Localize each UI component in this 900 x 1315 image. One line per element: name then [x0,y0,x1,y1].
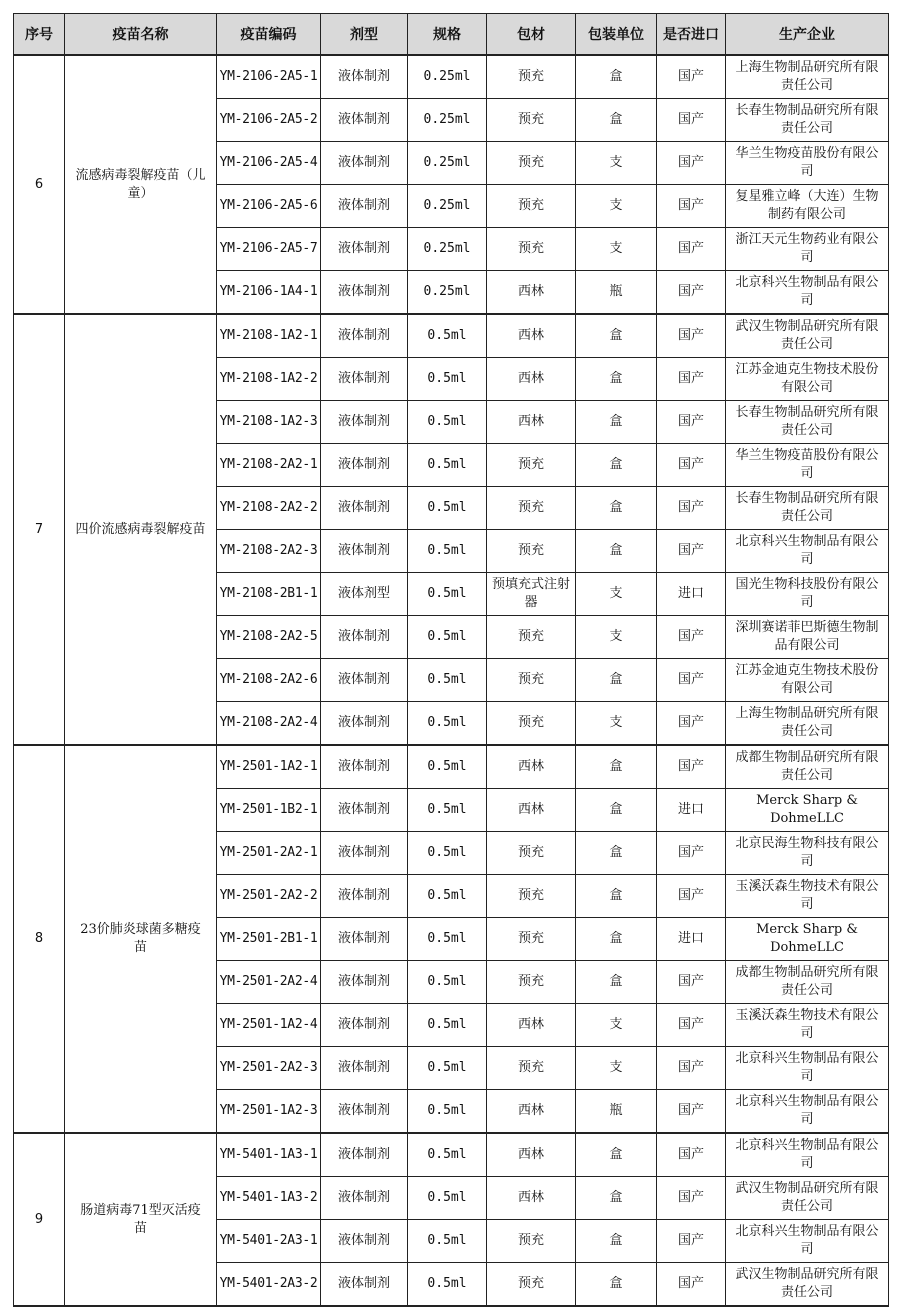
cell-spec: 0.5ml [408,1263,487,1307]
cell-imported: 国产 [657,185,726,228]
cell-spec: 0.5ml [408,659,487,702]
cell-imported: 国产 [657,314,726,358]
cell-manufacturer: 北京科兴生物制品有限公司 [726,530,889,573]
header-manufacturer: 生产企业 [726,14,889,56]
cell-spec: 0.25ml [408,271,487,315]
cell-package-unit: 盒 [576,659,657,702]
cell-vaccine-code: YM-2108-1A2-2 [217,358,321,401]
cell-packaging: 预充 [487,487,576,530]
cell-packaging: 预充 [487,875,576,918]
cell-vaccine-code: YM-2501-2A2-1 [217,832,321,875]
cell-packaging: 预充 [487,961,576,1004]
cell-imported: 国产 [657,702,726,746]
cell-package-unit: 支 [576,142,657,185]
cell-package-unit: 盒 [576,401,657,444]
cell-package-unit: 支 [576,1004,657,1047]
cell-manufacturer: Merck Sharp & DohmeLLC [726,789,889,832]
header-row [14,14,889,56]
cell-dosage-form: 液体制剂 [321,444,408,487]
cell-packaging: 预充 [487,1263,576,1307]
cell-package-unit: 盒 [576,99,657,142]
cell-spec: 0.5ml [408,401,487,444]
cell-manufacturer: 江苏金迪克生物技术股份有限公司 [726,358,889,401]
cell-packaging: 预充 [487,1047,576,1090]
cell-spec: 0.5ml [408,702,487,746]
cell-imported: 国产 [657,228,726,271]
cell-imported: 国产 [657,271,726,315]
cell-vaccine-code: YM-5401-2A3-2 [217,1263,321,1307]
cell-manufacturer: 深圳赛诺菲巴斯德生物制品有限公司 [726,616,889,659]
cell-vaccine-code: YM-2501-1B2-1 [217,789,321,832]
cell-packaging: 预充 [487,142,576,185]
cell-packaging: 西林 [487,314,576,358]
cell-package-unit: 支 [576,702,657,746]
cell-manufacturer: 北京科兴生物制品有限公司 [726,1090,889,1134]
cell-vaccine-code: YM-2108-1A2-1 [217,314,321,358]
cell-package-unit: 盒 [576,1177,657,1220]
cell-seq: 6 [14,55,65,314]
cell-package-unit: 盒 [576,745,657,789]
cell-vaccine-code: YM-2108-2A2-2 [217,487,321,530]
cell-dosage-form: 液体制剂 [321,875,408,918]
cell-spec: 0.5ml [408,444,487,487]
cell-dosage-form: 液体制剂 [321,1220,408,1263]
cell-packaging: 预充 [487,185,576,228]
cell-vaccine-code: YM-2108-2A2-6 [217,659,321,702]
cell-manufacturer: 北京民海生物科技有限公司 [726,832,889,875]
cell-dosage-form: 液体制剂 [321,185,408,228]
cell-vaccine-code: YM-2108-2A2-4 [217,702,321,746]
cell-spec: 0.5ml [408,530,487,573]
cell-spec: 0.5ml [408,1004,487,1047]
cell-imported: 国产 [657,401,726,444]
header-dosage-form: 剂型 [321,14,408,56]
cell-manufacturer: 华兰生物疫苗股份有限公司 [726,142,889,185]
cell-packaging: 预充 [487,832,576,875]
cell-packaging: 预充 [487,659,576,702]
cell-spec: 0.5ml [408,832,487,875]
cell-manufacturer: 玉溪沃森生物技术有限公司 [726,1004,889,1047]
cell-dosage-form: 液体制剂 [321,271,408,315]
cell-vaccine-code: YM-2501-1A2-4 [217,1004,321,1047]
cell-imported: 国产 [657,1004,726,1047]
cell-vaccine-name: 肠道病毒71型灭活疫苗 [65,1133,217,1306]
cell-spec: 0.5ml [408,1047,487,1090]
cell-packaging: 预充 [487,99,576,142]
cell-manufacturer: 上海生物制品研究所有限责任公司 [726,55,889,99]
cell-vaccine-code: YM-2106-2A5-1 [217,55,321,99]
cell-spec: 0.5ml [408,487,487,530]
cell-imported: 国产 [657,55,726,99]
cell-imported: 国产 [657,1133,726,1177]
cell-imported: 国产 [657,745,726,789]
cell-spec: 0.5ml [408,1133,487,1177]
cell-imported: 进口 [657,918,726,961]
cell-manufacturer: 国光生物科技股份有限公司 [726,573,889,616]
cell-vaccine-code: YM-2106-1A4-1 [217,271,321,315]
cell-manufacturer: 北京科兴生物制品有限公司 [726,1220,889,1263]
cell-packaging: 预充 [487,918,576,961]
cell-package-unit: 盒 [576,1263,657,1307]
cell-vaccine-code: YM-2108-2A2-5 [217,616,321,659]
header-spec: 规格 [408,14,487,56]
cell-manufacturer: 江苏金迪克生物技术股份有限公司 [726,659,889,702]
cell-package-unit: 盒 [576,314,657,358]
cell-packaging: 西林 [487,358,576,401]
cell-package-unit: 盒 [576,487,657,530]
cell-vaccine-code: YM-2108-1A2-3 [217,401,321,444]
cell-imported: 国产 [657,875,726,918]
cell-packaging: 预充 [487,616,576,659]
cell-package-unit: 瓶 [576,1090,657,1134]
cell-manufacturer: 浙江天元生物药业有限公司 [726,228,889,271]
cell-packaging: 西林 [487,1090,576,1134]
cell-vaccine-code: YM-2501-2A2-2 [217,875,321,918]
cell-manufacturer: 北京科兴生物制品有限公司 [726,1047,889,1090]
cell-dosage-form: 液体制剂 [321,99,408,142]
table-body [14,55,889,1306]
cell-dosage-form: 液体制剂 [321,918,408,961]
header-imported: 是否进口 [657,14,726,56]
cell-spec: 0.25ml [408,228,487,271]
cell-dosage-form: 液体制剂 [321,702,408,746]
cell-dosage-form: 液体制剂 [321,1090,408,1134]
cell-imported: 国产 [657,444,726,487]
cell-packaging: 西林 [487,1177,576,1220]
cell-package-unit: 支 [576,1047,657,1090]
header-packaging: 包材 [487,14,576,56]
cell-manufacturer: 长春生物制品研究所有限责任公司 [726,487,889,530]
cell-manufacturer: 武汉生物制品研究所有限责任公司 [726,1263,889,1307]
table-row [14,745,889,789]
cell-packaging: 预充 [487,1220,576,1263]
cell-imported: 国产 [657,530,726,573]
cell-dosage-form: 液体制剂 [321,358,408,401]
cell-spec: 0.5ml [408,573,487,616]
cell-imported: 国产 [657,832,726,875]
cell-package-unit: 盒 [576,358,657,401]
cell-vaccine-code: YM-2501-2A2-4 [217,961,321,1004]
cell-imported: 国产 [657,1220,726,1263]
cell-spec: 0.5ml [408,1177,487,1220]
cell-package-unit: 盒 [576,918,657,961]
cell-package-unit: 支 [576,616,657,659]
cell-packaging: 预填充式注射器 [487,573,576,616]
cell-vaccine-code: YM-2108-2A2-3 [217,530,321,573]
cell-manufacturer: 长春生物制品研究所有限责任公司 [726,401,889,444]
cell-dosage-form: 液体制剂 [321,401,408,444]
cell-dosage-form: 液体剂型 [321,573,408,616]
cell-imported: 国产 [657,1090,726,1134]
cell-package-unit: 盒 [576,1220,657,1263]
cell-imported: 国产 [657,1263,726,1307]
cell-spec: 0.25ml [408,99,487,142]
cell-package-unit: 支 [576,185,657,228]
cell-spec: 0.5ml [408,616,487,659]
cell-vaccine-code: YM-5401-1A3-1 [217,1133,321,1177]
table-row [14,1133,889,1177]
cell-vaccine-code: YM-2106-2A5-2 [217,99,321,142]
cell-seq: 7 [14,314,65,745]
cell-imported: 进口 [657,789,726,832]
cell-imported: 国产 [657,99,726,142]
cell-dosage-form: 液体制剂 [321,745,408,789]
cell-spec: 0.25ml [408,142,487,185]
cell-manufacturer: 武汉生物制品研究所有限责任公司 [726,1177,889,1220]
cell-vaccine-code: YM-2106-2A5-7 [217,228,321,271]
cell-seq: 9 [14,1133,65,1306]
cell-spec: 0.25ml [408,185,487,228]
cell-packaging: 西林 [487,745,576,789]
cell-dosage-form: 液体制剂 [321,1047,408,1090]
cell-vaccine-code: YM-5401-2A3-1 [217,1220,321,1263]
cell-packaging: 西林 [487,1004,576,1047]
cell-vaccine-code: YM-2501-1A2-1 [217,745,321,789]
cell-seq: 8 [14,745,65,1133]
cell-vaccine-code: YM-2501-1A2-3 [217,1090,321,1134]
cell-imported: 国产 [657,487,726,530]
cell-vaccine-name: 23价肺炎球菌多糖疫苗 [65,745,217,1133]
cell-vaccine-name: 四价流感病毒裂解疫苗 [65,314,217,745]
cell-spec: 0.5ml [408,358,487,401]
cell-imported: 国产 [657,616,726,659]
cell-dosage-form: 液体制剂 [321,228,408,271]
cell-manufacturer: 华兰生物疫苗股份有限公司 [726,444,889,487]
cell-package-unit: 支 [576,573,657,616]
cell-spec: 0.5ml [408,745,487,789]
cell-vaccine-code: YM-2106-2A5-6 [217,185,321,228]
header-vaccine-code: 疫苗编码 [217,14,321,56]
header-seq: 序号 [14,14,65,56]
cell-manufacturer: 上海生物制品研究所有限责任公司 [726,702,889,746]
cell-dosage-form: 液体制剂 [321,314,408,358]
cell-manufacturer: 武汉生物制品研究所有限责任公司 [726,314,889,358]
cell-vaccine-code: YM-2108-2A2-1 [217,444,321,487]
cell-package-unit: 盒 [576,789,657,832]
cell-packaging: 西林 [487,401,576,444]
cell-dosage-form: 液体制剂 [321,1263,408,1307]
header-vaccine-name: 疫苗名称 [65,14,217,56]
cell-manufacturer: 玉溪沃森生物技术有限公司 [726,875,889,918]
cell-imported: 国产 [657,358,726,401]
cell-spec: 0.5ml [408,961,487,1004]
cell-manufacturer: Merck Sharp & DohmeLLC [726,918,889,961]
cell-vaccine-code: YM-2106-2A5-4 [217,142,321,185]
cell-package-unit: 盒 [576,1133,657,1177]
header-package-unit: 包装单位 [576,14,657,56]
cell-manufacturer: 北京科兴生物制品有限公司 [726,1133,889,1177]
cell-manufacturer: 成都生物制品研究所有限责任公司 [726,961,889,1004]
cell-packaging: 西林 [487,271,576,315]
cell-packaging: 预充 [487,702,576,746]
cell-packaging: 预充 [487,530,576,573]
cell-spec: 0.5ml [408,875,487,918]
cell-spec: 0.5ml [408,1220,487,1263]
cell-package-unit: 盒 [576,530,657,573]
cell-package-unit: 盒 [576,961,657,1004]
cell-package-unit: 盒 [576,55,657,99]
cell-imported: 国产 [657,1177,726,1220]
cell-package-unit: 盒 [576,832,657,875]
cell-imported: 进口 [657,573,726,616]
cell-manufacturer: 成都生物制品研究所有限责任公司 [726,745,889,789]
cell-packaging: 西林 [487,1133,576,1177]
cell-vaccine-code: YM-5401-1A3-2 [217,1177,321,1220]
cell-packaging: 预充 [487,444,576,487]
cell-imported: 国产 [657,1047,726,1090]
cell-spec: 0.5ml [408,314,487,358]
cell-package-unit: 支 [576,228,657,271]
cell-spec: 0.5ml [408,1090,487,1134]
cell-dosage-form: 液体制剂 [321,659,408,702]
cell-dosage-form: 液体制剂 [321,961,408,1004]
cell-dosage-form: 液体制剂 [321,789,408,832]
cell-manufacturer: 北京科兴生物制品有限公司 [726,271,889,315]
cell-manufacturer: 长春生物制品研究所有限责任公司 [726,99,889,142]
cell-vaccine-name: 流感病毒裂解疫苗（儿童） [65,55,217,314]
cell-manufacturer: 复星雅立峰（大连）生物制药有限公司 [726,185,889,228]
cell-dosage-form: 液体制剂 [321,530,408,573]
cell-spec: 0.5ml [408,918,487,961]
cell-imported: 国产 [657,142,726,185]
table-row [14,55,889,99]
cell-packaging: 预充 [487,228,576,271]
cell-spec: 0.5ml [408,789,487,832]
cell-dosage-form: 液体制剂 [321,1133,408,1177]
cell-package-unit: 瓶 [576,271,657,315]
cell-dosage-form: 液体制剂 [321,616,408,659]
cell-vaccine-code: YM-2108-2B1-1 [217,573,321,616]
cell-dosage-form: 液体制剂 [321,1177,408,1220]
cell-package-unit: 盒 [576,444,657,487]
cell-package-unit: 盒 [576,875,657,918]
cell-dosage-form: 液体制剂 [321,142,408,185]
cell-spec: 0.25ml [408,55,487,99]
cell-packaging: 预充 [487,55,576,99]
vaccine-table [13,13,889,1307]
cell-dosage-form: 液体制剂 [321,832,408,875]
cell-vaccine-code: YM-2501-2B1-1 [217,918,321,961]
cell-imported: 国产 [657,961,726,1004]
table-row [14,314,889,358]
cell-dosage-form: 液体制剂 [321,487,408,530]
cell-packaging: 西林 [487,789,576,832]
cell-dosage-form: 液体制剂 [321,1004,408,1047]
cell-dosage-form: 液体制剂 [321,55,408,99]
cell-vaccine-code: YM-2501-2A2-3 [217,1047,321,1090]
cell-imported: 国产 [657,659,726,702]
